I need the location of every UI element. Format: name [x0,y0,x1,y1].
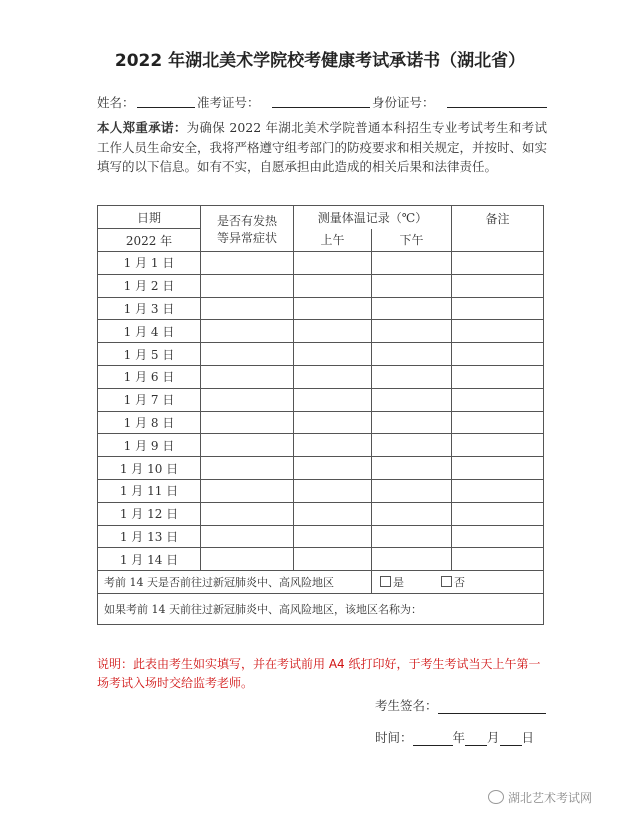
pm-cell[interactable] [372,320,452,343]
table-row [98,479,544,502]
q1-options [372,571,544,594]
pm-cell[interactable] [372,365,452,388]
health-record-table [97,205,544,625]
personal-info-row [97,91,547,111]
pm-cell[interactable] [372,502,452,525]
table-row [98,434,544,457]
remark-cell[interactable] [452,320,544,343]
day-cell: 1 月 5 日 [98,343,201,366]
day-cell: 1 月 11 日 [98,479,201,502]
pm-cell[interactable] [372,548,452,571]
table-row [98,502,544,525]
day-cell: 1 月 1 日 [98,252,201,275]
remark-cell[interactable] [452,252,544,275]
am-cell[interactable] [294,388,372,411]
fever-cell[interactable] [201,411,294,434]
pm-cell[interactable] [372,297,452,320]
am-cell[interactable] [294,365,372,388]
name-field[interactable] [137,107,195,108]
day-cell: 1 月 13 日 [98,525,201,548]
am-cell[interactable] [294,457,372,480]
month-field[interactable] [465,731,487,746]
table-row [98,411,544,434]
day-cell: 1 月 9 日 [98,434,201,457]
am-cell[interactable] [294,525,372,548]
fever-cell[interactable] [201,457,294,480]
remark-cell[interactable] [452,388,544,411]
table-row [98,388,544,411]
table-row [98,365,544,388]
remark-cell[interactable] [452,297,544,320]
pm-cell[interactable] [372,479,452,502]
am-cell[interactable] [294,479,372,502]
table-row [98,343,544,366]
header-fever: 是否有发热 等异常症状 [201,206,294,252]
header-am: 上午 [294,229,372,252]
am-cell[interactable] [294,343,372,366]
fever-cell[interactable] [201,365,294,388]
fever-cell[interactable] [201,297,294,320]
am-cell[interactable] [294,297,372,320]
signature-field[interactable] [438,699,546,714]
am-cell[interactable] [294,320,372,343]
day-cell: 1 月 4 日 [98,320,201,343]
day-cell: 1 月 7 日 [98,388,201,411]
fever-cell[interactable] [201,343,294,366]
wechat-icon [488,790,504,804]
fever-cell[interactable] [201,502,294,525]
q2-label[interactable]: 如果考前 14 天前往过新冠肺炎中、高风险地区，该地区名称为： [98,594,544,625]
header-temp: 测量体温记录（℃） [294,206,452,229]
year-field[interactable] [413,731,453,746]
pm-cell[interactable] [372,343,452,366]
remark-cell[interactable] [452,525,544,548]
table-row [98,525,544,548]
table-row [98,548,544,571]
table-row [98,274,544,297]
table-row [98,252,544,275]
pm-cell[interactable] [372,457,452,480]
day-cell: 1 月 2 日 [98,274,201,297]
am-cell[interactable] [294,252,372,275]
remark-cell[interactable] [452,365,544,388]
header-year: 2022 年 [98,229,201,252]
pm-cell[interactable] [372,388,452,411]
date-row: 时间： 年 月 日 [375,730,535,745]
fever-cell[interactable] [201,252,294,275]
q1-label: 考前 14 天是否前往过新冠肺炎中、高风险地区 [98,571,372,594]
id-field[interactable] [447,107,547,108]
table-row [98,457,544,480]
fever-cell[interactable] [201,548,294,571]
fever-cell[interactable] [201,525,294,548]
header-pm: 下午 [372,229,452,252]
id-label: 身份证号： [372,95,435,110]
instruction-note: 说明：此表由考生如实填写，并在考试前用 A4 纸打印好，于考生考试当天上午第一场考试入场时交给监考老师。 [97,657,541,690]
fever-cell[interactable] [201,388,294,411]
signature-row [375,696,546,714]
header-date: 日期 [98,206,201,229]
page-title: 2022 年湖北美术学院校考健康考试承诺书（湖北省） [114,51,526,71]
pm-cell[interactable] [372,434,452,457]
am-cell[interactable] [294,502,372,525]
name-label: 姓名： [97,95,135,110]
header-remark: 备注 [452,206,544,252]
day-cell: 1 月 14 日 [98,548,201,571]
table-row [98,320,544,343]
pm-cell[interactable] [372,525,452,548]
table-row [98,297,544,320]
fever-cell[interactable] [201,479,294,502]
no-checkbox[interactable]: 否 [441,576,465,589]
day-cell: 1 月 3 日 [98,297,201,320]
fever-cell[interactable] [201,320,294,343]
pledge-paragraph [97,118,547,177]
yes-checkbox[interactable]: 是 [380,576,404,589]
remark-cell[interactable] [452,434,544,457]
am-cell[interactable] [294,411,372,434]
pm-cell[interactable] [372,274,452,297]
day-field[interactable] [500,731,522,746]
remark-cell[interactable] [452,479,544,502]
signature-label: 考生签名： [375,698,438,713]
watermark: 湖北艺术考试网 [488,789,592,806]
remark-cell[interactable] [452,274,544,297]
am-cell[interactable] [294,548,372,571]
am-cell[interactable] [294,274,372,297]
remark-cell[interactable] [452,548,544,571]
remark-cell[interactable] [452,502,544,525]
remark-cell[interactable] [452,411,544,434]
pm-cell[interactable] [372,411,452,434]
ticket-label: 准考证号： [197,95,260,110]
pledge-heading: 本人郑重承诺： [97,120,187,135]
ticket-field[interactable] [272,107,370,108]
day-cell: 1 月 10 日 [98,457,201,480]
time-label: 时间： [375,730,413,745]
day-cell: 1 月 12 日 [98,502,201,525]
remark-cell[interactable] [452,457,544,480]
day-cell: 1 月 8 日 [98,411,201,434]
fever-cell[interactable] [201,434,294,457]
remark-cell[interactable] [452,343,544,366]
fever-cell[interactable] [201,274,294,297]
pledge-body: 为确保 2022 年湖北美术学院普通本科招生专业考试考生和考试工作人员生命安全，我将严格遵守组考部门的防疫要求和相关规定，并按时、如实填写的以下信息。如有不实，自愿承担由此造成的相关后果和法律责任。 [97,120,548,174]
am-cell[interactable] [294,434,372,457]
pm-cell[interactable] [372,252,452,275]
day-cell: 1 月 6 日 [98,365,201,388]
